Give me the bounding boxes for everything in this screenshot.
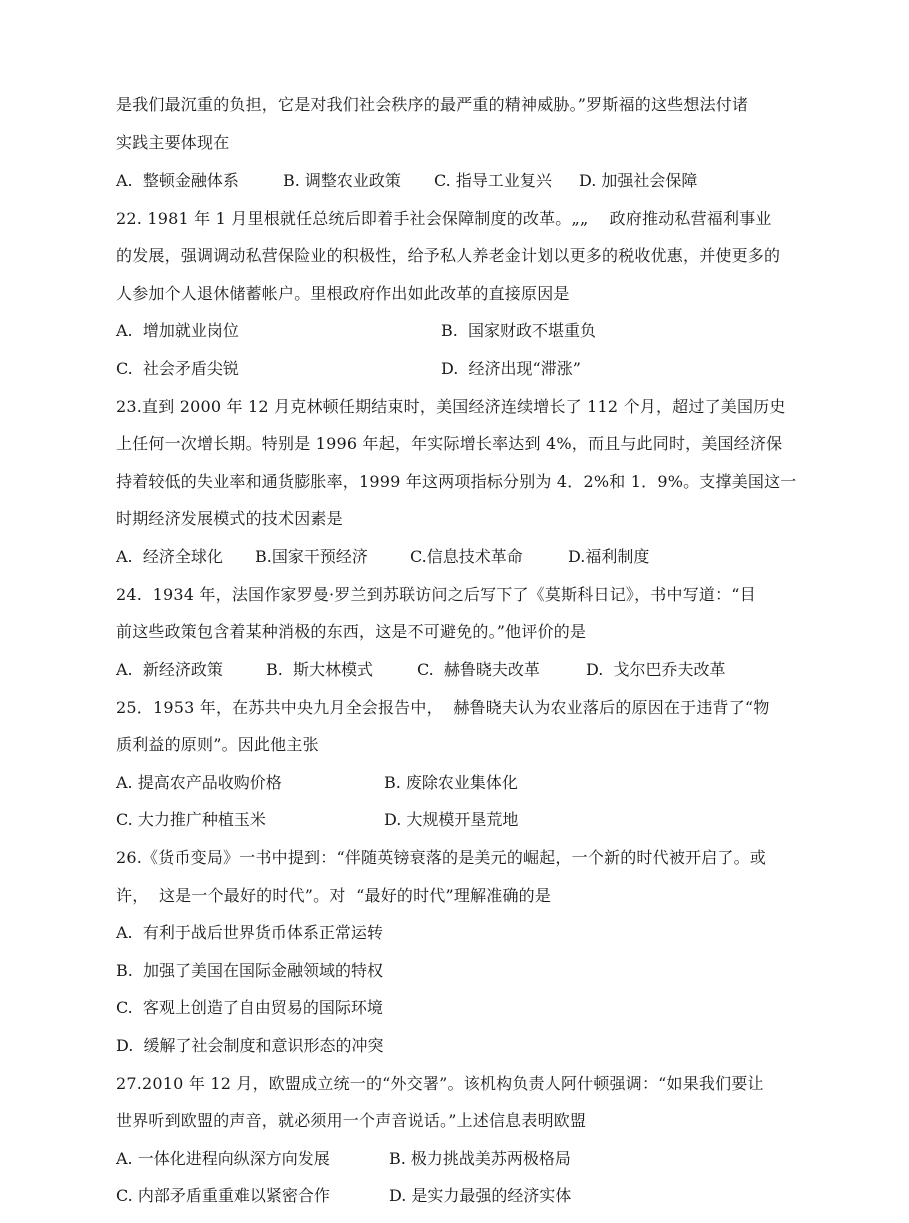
q23-option-b: B.国家干预经济 <box>255 547 368 566</box>
q24-stem-line-2: 前这些政策包含着某种消极的东西，这是不可避免的。”他评价的是 <box>116 622 587 641</box>
q22-option-b: B. 国家财政不堪重负 <box>441 321 597 340</box>
q22-option-a: A. 增加就业岗位 <box>116 321 239 340</box>
q22-stem-line-2: 的发展，强调调动私营保险业的积极性，给予私人养老金计划以更多的税收优惠，并使更多的 <box>116 246 781 265</box>
q23-stem-line-2: 上任何一次增长期。特别是 1996 年起，年实际增长率达到 4%，而且与此同时，美国经济保 <box>116 434 783 453</box>
q23-stem-line-3: 持着较低的失业率和通货膨胀率，1999 年这两项指标分别为 4．2%和 1．9%。支撑美国这一 <box>116 472 797 491</box>
q21-stem-line-2: 实践主要体现在 <box>116 133 230 152</box>
q24-option-c: C. 赫鲁晓夫改革 <box>417 660 540 679</box>
q25-stem-line-2: 质利益的原则”。因此他主张 <box>116 735 319 754</box>
q22-stem-line-3: 人参加个人退休储蓄帐户。里根政府作出如此改革的直接原因是 <box>116 284 570 303</box>
q26-stem-line-1: 26.《货币变局》一书中提到：“伴随英镑衰落的是美元的崛起，一个新的时代被开启了。或 <box>116 848 767 867</box>
q25-option-a: A. 提高农产品收购价格 <box>116 773 282 792</box>
q23-option-c: C.信息技术革命 <box>410 547 523 566</box>
q24-option-b: B. 斯大林模式 <box>266 660 374 679</box>
q24-stem-line-1: 24. 1934 年，法国作家罗曼·罗兰到苏联访问之后写下了《莫斯科日记》，书中写道：“目 <box>116 585 756 604</box>
q27-option-b: B. 极力挑战美苏两极格局 <box>389 1149 571 1168</box>
q23-stem-line-1: 23.直到 2000 年 12 月克林顿任期结束时，美国经济连续增长了 112 个月，超过了美国历史 <box>116 397 786 416</box>
q27-option-c: C. 内部矛盾重重难以紧密合作 <box>116 1186 330 1205</box>
q27-stem-line-1: 27.2010 年 12 月，欧盟成立统一的“外交署”。该机构负责人阿什顿强调：“如果我们要让 <box>116 1074 764 1093</box>
q25-option-d: D. 大规模开垦荒地 <box>384 810 519 829</box>
q21-option-d: D. 加强社会保障 <box>579 171 698 190</box>
q26-stem-line-2: 许， 这是一个最好的时代”。对 “最好的时代”理解准确的是 <box>116 886 552 905</box>
q25-option-c: C. 大力推广种植玉米 <box>116 810 266 829</box>
q26-option-b: B. 加强了美国在国际金融领域的特权 <box>116 961 384 980</box>
q21-option-b: B. 调整农业政策 <box>283 171 401 190</box>
q26-option-c: C. 客观上创造了自由贸易的国际环境 <box>116 998 383 1017</box>
q27-option-a: A. 一体化进程向纵深方向发展 <box>116 1149 330 1168</box>
q24-option-a: A. 新经济政策 <box>116 660 223 679</box>
q21-stem-line-1: 是我们最沉重的负担，它是对我们社会秩序的最严重的精神威胁。”罗斯福的这些想法付诸 <box>116 95 749 114</box>
q23-stem-line-4: 时期经济发展模式的技术因素是 <box>116 509 343 528</box>
q25-option-b: B. 废除农业集体化 <box>384 773 518 792</box>
q27-stem-line-2: 世界听到欧盟的声音，就必须用一个声音说话。”上述信息表明欧盟 <box>116 1111 587 1130</box>
q26-option-d: D. 缓解了社会制度和意识形态的冲突 <box>116 1036 384 1055</box>
q22-option-d: D. 经济出现“滞涨” <box>441 359 581 378</box>
q27-option-d: D. 是实力最强的经济实体 <box>389 1186 572 1205</box>
q23-option-a: A. 经济全球化 <box>116 547 223 566</box>
q22-option-c: C. 社会矛盾尖锐 <box>116 359 239 378</box>
q21-option-a: A. 整顿金融体系 <box>116 171 239 190</box>
q23-option-d: D.福利制度 <box>568 547 650 566</box>
q24-option-d: D. 戈尔巴乔夫改革 <box>586 660 726 679</box>
q25-stem-line-1: 25．1953 年，在苏共中央九月全会报告中， 赫鲁晓夫认为农业落后的原因在于违背了“物 <box>116 698 770 717</box>
q26-option-a: A. 有利于战后世界货币体系正常运转 <box>116 923 383 942</box>
q22-stem-line-1: 22. 1981 年 1 月里根就任总统后即着手社会保障制度的改革。„„ 政府推动私营福利事业 <box>116 209 772 228</box>
q21-option-c: C. 指导工业复兴 <box>434 171 552 190</box>
